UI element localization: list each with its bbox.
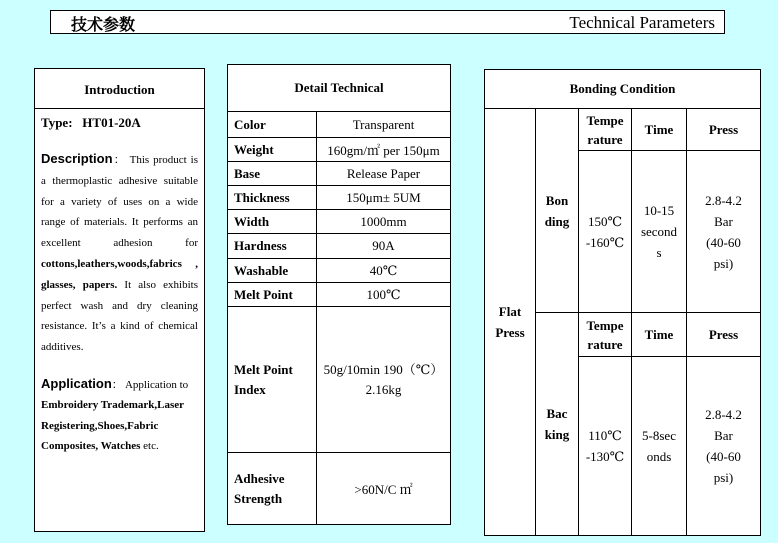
press-mode-line: Flat <box>498 304 522 319</box>
col-temperature-line: Tempe <box>586 112 624 128</box>
col-temperature <box>579 313 632 357</box>
table-row <box>228 186 451 210</box>
press-line: Bar <box>714 428 733 443</box>
application-separator: ： <box>111 378 123 391</box>
backing-temperature <box>579 357 632 536</box>
bonding-temperature <box>579 151 632 313</box>
col-time: Time <box>632 109 687 151</box>
backing-label-line: Bac <box>546 406 568 421</box>
table-row <box>228 283 451 307</box>
time-line: second <box>640 224 678 239</box>
melt-index-key-line: Index <box>234 381 266 397</box>
bonding-label <box>536 109 579 313</box>
detail-key: Thickness <box>228 186 317 210</box>
detail-key: Base <box>228 162 317 186</box>
detail-value: 40℃ <box>317 259 451 283</box>
detail-key: Color <box>228 112 317 138</box>
press-line: 2.8-4.2 <box>705 192 742 208</box>
detail-key: Melt Point <box>228 283 317 307</box>
adhesive-key-line: Strength <box>234 490 283 506</box>
temp-line: 110℃ <box>588 428 622 443</box>
table-row <box>228 210 451 234</box>
col-temperature-line: Tempe <box>586 317 624 333</box>
backing-press <box>687 357 761 536</box>
melt-index-value-line: 50g/10min 190（℃） <box>323 361 444 377</box>
detail-value: 1000mm <box>317 210 451 234</box>
description-text-1: This product is a thermoplastic adhesive suitable for a variety of uses on a wide range of materials. It performs an excellent adhesion for <box>41 154 199 250</box>
type-value: HT01-20A <box>82 115 141 130</box>
introduction-panel <box>34 68 205 532</box>
detail-value: Transparent <box>317 112 451 138</box>
detail-value: 150μm± 5UM <box>317 186 451 210</box>
col-temperature <box>579 109 632 151</box>
bonding-heading: Bonding Condition <box>485 70 761 109</box>
detail-key: Width <box>228 210 317 234</box>
bonding-condition-table <box>484 69 761 536</box>
description-label: Description <box>41 151 113 166</box>
bonding-label-line: Bon <box>545 192 569 208</box>
bonding-time <box>632 151 687 313</box>
description-text-2: It also exhibits perfect wash and dry cleaning resistance. It’s a kind of chemical additives. <box>41 278 199 354</box>
type-label: Type: <box>41 115 73 130</box>
application-tail: etc. <box>143 440 159 453</box>
temp-line: -130℃ <box>585 449 625 464</box>
col-press: Press <box>687 313 761 357</box>
melt-index-key <box>228 307 317 453</box>
press-line: (40-60 <box>706 234 741 250</box>
press-mode-line: Press <box>495 325 525 340</box>
press-line: psi) <box>713 255 734 271</box>
application <box>41 374 198 457</box>
application-uses: Embroidery Trademark,Laser Registering,Shoes,Fabric Composites, Watches <box>41 399 184 453</box>
detail-value: Release Paper <box>317 162 451 186</box>
detail-value: 160gm/㎡ per 150μm <box>317 138 451 162</box>
detail-key: Hardness <box>228 234 317 259</box>
table-row <box>228 259 451 283</box>
bonding-press <box>687 151 761 313</box>
adhesive-key <box>228 453 317 525</box>
col-time: Time <box>632 313 687 357</box>
press-line: Bar <box>714 213 733 229</box>
press-mode <box>485 109 536 536</box>
description-separator: ： <box>112 154 126 166</box>
temp-line: -160℃ <box>585 234 625 250</box>
introduction-heading: Introduction <box>35 69 204 109</box>
title-chinese: 技术参数 <box>71 15 136 34</box>
time-line: onds <box>646 449 672 464</box>
detail-key: Washable <box>228 259 317 283</box>
table-row <box>228 162 451 186</box>
adhesive-value: >60N/C ㎡ <box>317 453 451 525</box>
detail-heading: Detail Technical <box>228 65 451 112</box>
header-bar <box>50 10 725 34</box>
col-press: Press <box>687 109 761 151</box>
backing-label <box>536 313 579 536</box>
bonding-label-line: ding <box>544 213 570 229</box>
application-label: Application <box>41 375 112 391</box>
press-line: (40-60 <box>706 449 741 464</box>
table-row <box>228 112 451 138</box>
table-row <box>228 234 451 259</box>
col-temperature-line: rature <box>587 131 623 147</box>
detail-value: 90A <box>317 234 451 259</box>
description <box>41 149 198 358</box>
press-line: 2.8-4.2 <box>705 407 742 422</box>
press-line: psi) <box>713 470 734 485</box>
melt-index-value <box>317 307 451 453</box>
adhesive-key-line: Adhesive <box>234 470 285 486</box>
application-intro: Application to <box>124 378 189 391</box>
time-line: 5-8sec <box>642 428 676 443</box>
melt-index-value-line: 2.16kg <box>365 381 402 397</box>
table-row <box>228 138 451 162</box>
table-row <box>485 109 761 151</box>
table-row <box>228 453 451 525</box>
time-line: 10-15 <box>643 203 675 218</box>
temp-line: 150℃ <box>587 213 623 229</box>
backing-time <box>632 357 687 536</box>
product-type <box>41 115 198 131</box>
time-line: s <box>656 245 662 260</box>
backing-label-line: king <box>544 427 570 442</box>
detail-key: Weight <box>228 138 317 162</box>
col-temperature-line: rature <box>587 336 623 352</box>
table-row <box>228 307 451 453</box>
detail-value: 100℃ <box>317 283 451 307</box>
description-materials: cottons,leathers,woods,fabrics , glasses, papers. <box>41 257 198 291</box>
title-english: Technical Parameters <box>569 13 715 32</box>
melt-index-key-line: Melt Point <box>234 361 293 377</box>
detail-technical-table <box>227 64 451 525</box>
